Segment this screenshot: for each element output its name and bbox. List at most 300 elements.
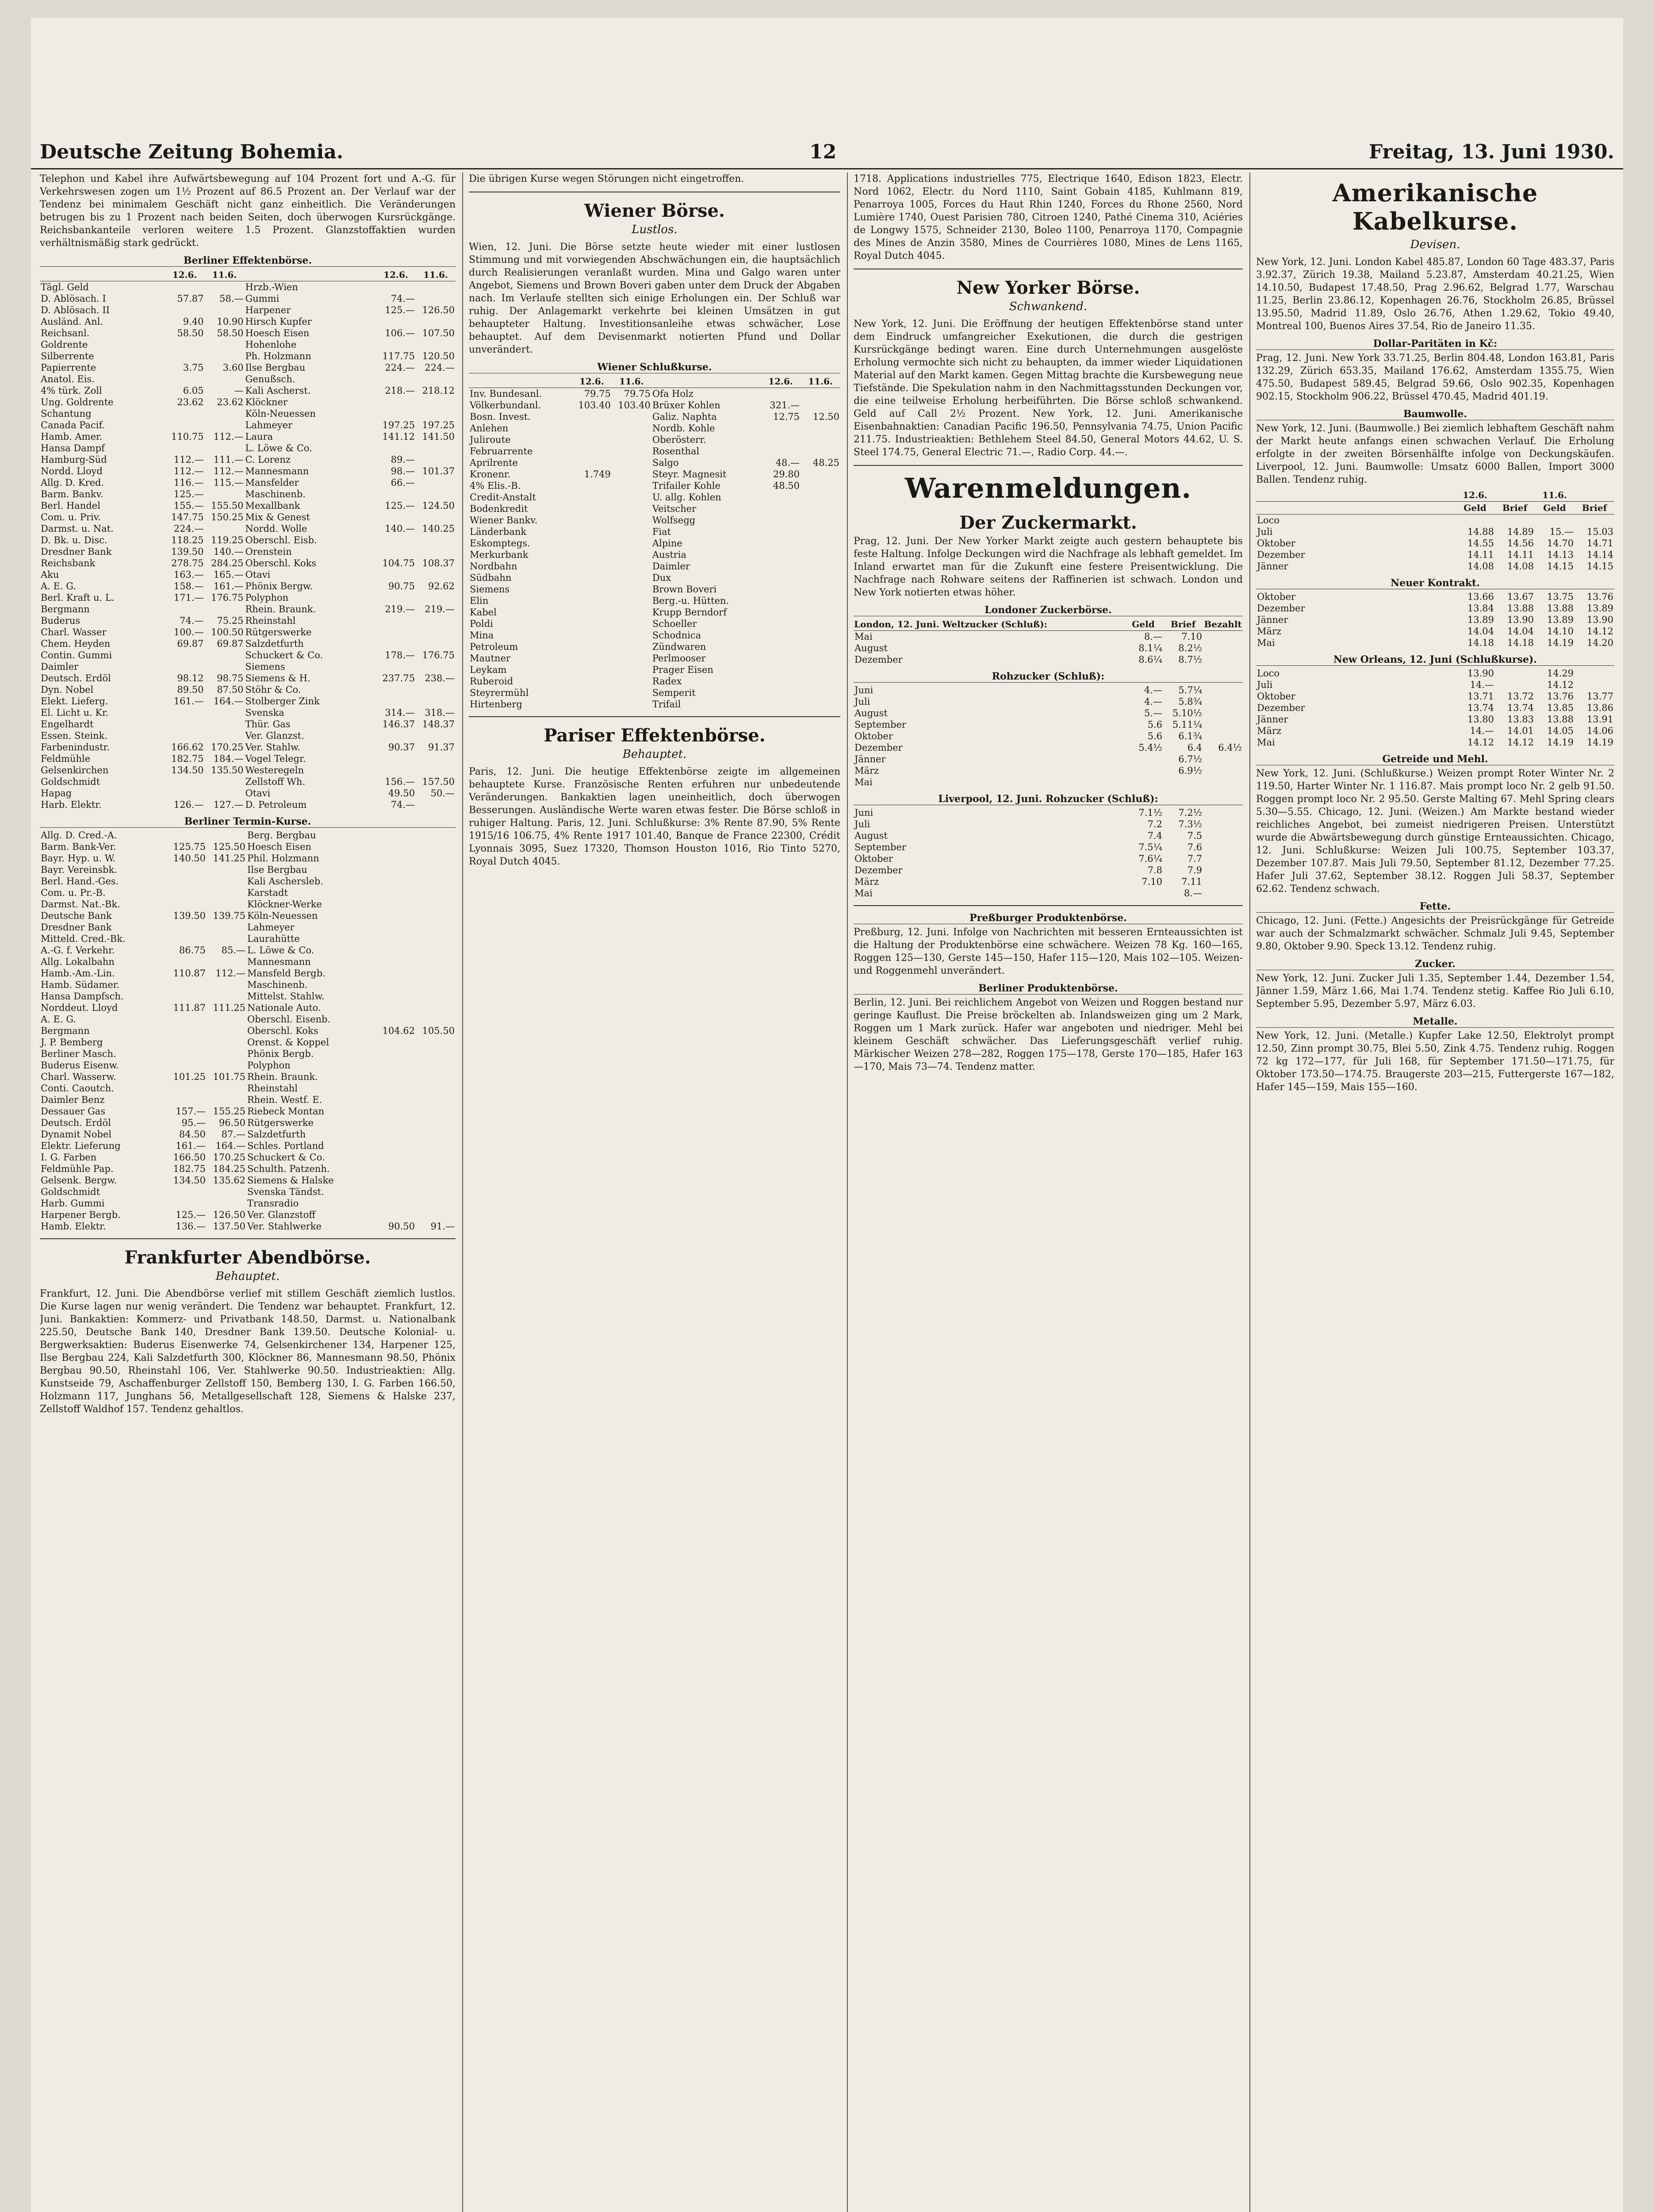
table-cell (207, 887, 246, 899)
ny-subtitle: Schwankend. (1009, 300, 1088, 313)
table-row (40, 979, 456, 991)
table-cell (572, 515, 612, 526)
table-cell: 103.40 (578, 400, 611, 411)
table-cell: Reichsbank (41, 558, 96, 568)
table-cell (801, 422, 840, 434)
table-cell: Engelhardt (41, 719, 94, 730)
pariser-subtitle: Behauptet. (622, 748, 687, 761)
table-cell: 184.25 (213, 1164, 245, 1174)
table-cell (376, 511, 416, 523)
table-cell: Nationale Auto. (247, 1002, 321, 1013)
table-cell: Vogel Telegr. (245, 753, 306, 764)
table-row (40, 442, 456, 454)
table-cell (376, 1071, 416, 1083)
table-cell: 14.04 (1507, 626, 1534, 637)
table-cell (1123, 887, 1163, 899)
table-row (40, 546, 456, 557)
table-cell: 7.10 (1181, 631, 1202, 642)
baumwolle-table (1256, 489, 1614, 572)
table-cell: 105.50 (422, 1025, 455, 1036)
table-cell (801, 480, 840, 492)
table-cell (416, 730, 456, 741)
table-cell: Berl. Hand.-Ges. (41, 876, 119, 887)
table-cell (801, 699, 840, 710)
table-cell: August (854, 643, 888, 653)
table-cell (165, 350, 205, 362)
table-cell: 13.89 (1586, 603, 1613, 614)
table-cell: Phönix Bergw. (245, 581, 313, 591)
table-cell: 74.— (180, 615, 204, 626)
table-cell: 12.75 (773, 411, 800, 422)
table-cell: Phönix Bergb. (247, 1048, 314, 1059)
table-cell: Berg.-u. Hütten. (652, 595, 729, 606)
table-cell: 134.50 (173, 1175, 206, 1186)
baumwolle-text: New York, 12. Juni. (Baumwolle.) Bei ziemlich lebhaftem Geschäft nahm der Markt heute anfangs einen schwachen Verlauf. Die Erholung erfolgte in der zweiten Börsenhälfte infolge von Deckungskäufen. Liverpool, 12. Juni. Baumwolle: Umsatz 6000 Ballen, Import 3000 Ballen. Tendenz ruhig. (1256, 423, 1614, 485)
liverpool-table (854, 807, 1243, 899)
table-cell: 14.56 (1507, 538, 1534, 549)
table-cell: 146.37 (382, 719, 415, 730)
table-cell: 157.— (176, 1106, 206, 1117)
table-row (40, 741, 456, 753)
table-cell: Otavi (245, 788, 271, 799)
table-cell: 139.50 (173, 910, 206, 921)
table-cell: 107.50 (422, 328, 455, 338)
table-cell (416, 764, 456, 776)
table-cell: März (854, 876, 879, 887)
table-row (1256, 603, 1614, 614)
table-cell (801, 572, 840, 584)
table-row (40, 887, 456, 899)
table-row (469, 457, 840, 469)
table-cell: 48.50 (773, 480, 800, 491)
table-cell (1203, 684, 1243, 696)
table-cell (376, 592, 416, 603)
table-cell: 140.— (385, 523, 415, 534)
table-cell: Hohenlohe (245, 339, 297, 350)
table-subheader-row: Geld Brief Geld Brief (1256, 502, 1614, 515)
table-cell (416, 1140, 456, 1152)
table-cell (416, 569, 456, 580)
table-cell: 110.87 (173, 968, 206, 979)
table-cell: 48.— (775, 457, 800, 468)
table-cell (376, 569, 416, 580)
table-cell: Westeregeln (245, 765, 304, 776)
table-cell: 13.80 (1467, 714, 1494, 725)
table-cell: Rhein. Braunk. (245, 604, 316, 614)
table-cell (205, 281, 245, 293)
table-row (854, 765, 1243, 776)
table-cell: 5.8¾ (1178, 696, 1202, 707)
table-cell (612, 549, 651, 561)
table-cell: Silberrente (41, 351, 94, 361)
table-cell (376, 1002, 416, 1014)
table-cell: 5.7¼ (1178, 685, 1202, 695)
table-cell: Merkurbank (470, 549, 529, 560)
table-cell: 4.— (1144, 696, 1162, 707)
table-cell: 219.— (425, 604, 455, 614)
table-cell (167, 876, 207, 887)
table-cell: Perlmooser (652, 653, 706, 664)
table-row (40, 864, 456, 876)
table-cell (801, 503, 840, 515)
table-cell: 69.87 (217, 638, 244, 649)
table-cell: Hansa Dampfsch. (41, 991, 124, 1002)
table-cell: März (854, 765, 879, 776)
table-cell: 13.90 (1586, 614, 1613, 625)
table-cell: 7.2½ (1178, 807, 1202, 818)
table-cell (416, 1060, 456, 1071)
table-cell: Hamb. Südamer. (41, 979, 120, 990)
table-cell: Deutsch. Erdöl (41, 1118, 111, 1128)
table-cell: 112.— (215, 968, 245, 979)
table-cell: Maschinenb. (245, 489, 306, 499)
table-cell (801, 595, 840, 607)
table-row (40, 672, 456, 684)
table-cell: Gelsenk. Bergw. (41, 1175, 117, 1186)
table-cell: 91.37 (428, 742, 455, 753)
table-cell (612, 515, 651, 526)
table-cell (207, 1083, 246, 1094)
table-cell: Völkerbundanl. (470, 400, 541, 411)
table-cell: Reichsanl. (41, 328, 90, 338)
table-cell: 14.11 (1467, 549, 1494, 560)
table-cell (416, 799, 456, 810)
table-cell: 7.3½ (1178, 819, 1202, 830)
table-cell (612, 434, 651, 445)
table-cell: Hamb.-Am.-Lin. (41, 968, 115, 979)
table-cell: 101.37 (422, 466, 455, 476)
table-cell (376, 1129, 416, 1140)
table-cell: Juni (854, 807, 873, 818)
table-cell: 14.88 (1467, 526, 1494, 537)
table-row (469, 630, 840, 641)
table-cell: Schantung (41, 408, 92, 419)
table-cell: Oberschl. Eisb. (245, 535, 317, 545)
table-cell: 3.75 (183, 362, 204, 373)
table-cell (572, 618, 612, 630)
table-cell: 135.50 (211, 765, 244, 776)
table-row (40, 707, 456, 718)
neuer-kontrakt-table (1256, 591, 1614, 649)
table-cell: 111.87 (173, 1002, 206, 1013)
table-cell: Prager Eisen (652, 664, 713, 675)
table-cell: 91.— (430, 1221, 455, 1232)
table-cell: Mix & Genest (245, 512, 310, 522)
table-cell: Anatol. Eis. (41, 374, 95, 384)
table-row (1256, 526, 1614, 538)
frankfurter-title: Frankfurter Abendbörse. (124, 1247, 371, 1268)
table-cell: Chem. Heyden (41, 638, 111, 649)
table-cell: 4.— (1144, 685, 1162, 695)
table-row (40, 488, 456, 500)
table-cell: Steyrermühl (470, 687, 529, 698)
table-cell: Harpener (245, 305, 291, 315)
column-4 (1256, 173, 1614, 2212)
table-cell: Harb. Elektr. (41, 799, 102, 810)
table-cell: D. Ablösach. II (41, 305, 110, 315)
table-cell: 170.25 (213, 1152, 245, 1163)
table-cell: Hamb. Amer. (41, 431, 103, 442)
table-cell: 176.75 (422, 650, 455, 661)
table-cell (612, 618, 651, 630)
berliner-effekten-table (40, 269, 456, 810)
table-cell: 8.7½ (1178, 654, 1202, 665)
table-cell: 120.50 (422, 351, 455, 361)
table-cell (572, 457, 612, 469)
table-cell: 14.12 (1507, 737, 1534, 748)
table-row (854, 776, 1243, 788)
table-cell (572, 538, 612, 549)
table-cell: Mexallbank (245, 500, 300, 511)
page-header (31, 137, 1623, 169)
table-cell (572, 422, 612, 434)
table-cell: 23.62 (177, 397, 204, 407)
table-cell: 103.40 (618, 400, 651, 411)
table-cell (167, 864, 207, 876)
table-row (469, 515, 840, 526)
table-row (40, 753, 456, 764)
table-cell: Canada Pacif. (41, 420, 105, 430)
newspaper-page (31, 18, 1623, 2212)
table-cell: Dezember (1257, 549, 1305, 560)
table-cell (801, 445, 840, 457)
table-cell: Schulth. Patzenh. (247, 1164, 330, 1174)
table-cell: Mittelst. Stahlw. (247, 991, 325, 1002)
table-cell: Ph. Holzmann (245, 351, 311, 361)
table-row (40, 304, 456, 316)
table-cell: 13.89 (1467, 614, 1494, 625)
table-cell: Harb. Gummi (41, 1198, 105, 1209)
table-row (469, 653, 840, 664)
table-cell: 58.50 (217, 328, 244, 338)
table-cell: 161.— (173, 696, 204, 707)
table-cell (416, 488, 456, 500)
table-row (40, 649, 456, 661)
table-row (854, 742, 1243, 753)
table-cell (167, 1025, 207, 1037)
table-row (1256, 614, 1614, 626)
table-cell (207, 1025, 246, 1037)
table-cell: Dezember (1257, 703, 1305, 713)
table-cell: 100.50 (211, 627, 244, 637)
table-cell: Hansa Dampf (41, 443, 105, 453)
table-cell (416, 511, 456, 523)
table-cell: 224.— (425, 362, 455, 373)
table-cell: Lahmeyer (245, 420, 293, 430)
table-cell (416, 945, 456, 956)
table-cell: Thür. Gas (245, 719, 291, 730)
table-cell (376, 281, 416, 293)
table-cell (376, 684, 416, 695)
table-row (40, 991, 456, 1002)
table-cell: 13.66 (1467, 591, 1494, 602)
table-row (1256, 626, 1614, 637)
table-row (40, 899, 456, 910)
table-cell: 170.25 (211, 742, 244, 753)
table-cell: Zündwaren (652, 641, 706, 652)
table-cell: 50.— (430, 788, 455, 799)
table-cell (1203, 864, 1243, 876)
table-cell: 124.50 (422, 500, 455, 511)
table-cell (416, 442, 456, 454)
table-cell: Nordb. Kohle (652, 423, 715, 434)
wiener-text: Wien, 12. Juni. Die Börse setzte heute wieder mit einer lustlosen Stimmung und mit vorwiegenden Abschwächungen ein, die hauptsächlich durch Realisierungen veranlaßt wurden. Mina und Galgo waren unter Angebot, Siemens und Brown Boveri gaben unter dem Druck der Abgaben nach. Im Verlaufe stellten sich einige Erholungen ein. Der Schluß war ruhig. Der Anlagemarkt verkehrte bei kleinen Umsätzen in gut behaupteter Haltung. Investitionsanleihe etwas schwächer, Lose behauptet. Auf dem Devisenmarkt notierten Pfund und Dollar unverändert. (469, 242, 840, 355)
table-cell: 278.75 (171, 558, 204, 568)
table-cell (207, 876, 246, 887)
table-cell: 95.— (181, 1118, 206, 1128)
table-cell: Dezember (854, 865, 903, 876)
table-cell: Bergmann (41, 1025, 90, 1036)
table-cell: 98.75 (217, 673, 244, 684)
table-cell: Inv. Bundesanl. (470, 388, 542, 399)
table-cell (416, 1186, 456, 1198)
table-row (469, 526, 840, 538)
table-cell: 141.12 (382, 431, 415, 442)
table-row (40, 316, 456, 327)
table-cell: 79.75 (624, 388, 651, 399)
table-cell: Schuckert & Co. (247, 1152, 325, 1163)
table-cell (1203, 830, 1243, 841)
table-row (854, 684, 1243, 696)
table-cell: Trifail (652, 699, 681, 710)
table-row (40, 933, 456, 945)
table-cell: Krupp Berndorf (652, 607, 727, 618)
table-cell: Bodenkredit (470, 503, 528, 514)
table-cell: 75.25 (217, 615, 244, 626)
table-cell: 14.12 (1547, 680, 1574, 690)
table-cell: 111.25 (213, 1002, 245, 1013)
table-cell: Dezember (1257, 603, 1305, 614)
table-cell: Laurahütte (247, 933, 300, 944)
frankfurter-subtitle: Behauptet. (215, 1270, 280, 1283)
getreide-text: New York, 12. Juni. (Schlußkurse.) Weizen prompt Roter Winter Nr. 2 119.50, Harter Winter Nr. 1 116.87. Mais prompt loco Nr. 2 gelb 91.50. Roggen prompt loco Nr. 2 95.50. Gerste Malting 67. Mehl Spring clears 5.30—5.55. Chicago, 12. Juni. (Weizen.) Am Markte bestand wieder reichliches Angebot, bei zumeist niedrigeren Preisen. Unterstützt wurde die Abwärtsbewegung durch günstige Ernteaussichten. Chicago, 12. Juni. Schlußkurse: Weizen Juli 100.75, September 103.37, Dezember 107.87. Mais Juli 79.50, September 81.12, Dezember 77.25. Hafer Juli 37.62, September 38.12. Roggen Juli 58.37, September 62.62. Tendenz schwach. (1256, 768, 1614, 895)
table-row (854, 719, 1243, 730)
table-cell (761, 538, 801, 549)
table-cell: 155.25 (213, 1106, 245, 1117)
table-row (854, 642, 1243, 654)
table-cell (416, 1014, 456, 1025)
table-row (469, 411, 840, 422)
table-cell (416, 546, 456, 557)
table-row (1256, 679, 1614, 691)
table-cell (416, 991, 456, 1002)
table-cell: 140.— (213, 546, 244, 557)
table-row (469, 480, 840, 492)
table-cell: Kali Aschersleb. (247, 876, 324, 887)
table-cell (376, 615, 416, 626)
table-cell (167, 933, 207, 945)
table-row (40, 477, 456, 488)
table-cell (376, 764, 416, 776)
table-cell: 140.25 (422, 523, 455, 534)
table-cell: Svenska (245, 707, 284, 718)
table-cell: Dux (652, 572, 671, 583)
termin-title: Berliner Termin-Kurse. (40, 816, 456, 828)
table-cell: 14.11 (1507, 549, 1534, 560)
table-cell (376, 933, 416, 945)
table-cell (572, 595, 612, 607)
table-cell (1123, 753, 1163, 765)
berlin-prod-title: Berliner Produktenbörse. (854, 983, 1243, 995)
table-cell (376, 945, 416, 956)
table-cell (761, 492, 801, 503)
table-cell: 6.1¾ (1178, 731, 1202, 741)
table-cell: Gelsenkirchen (41, 765, 109, 776)
table-cell: Svenska Tändst. (247, 1187, 324, 1197)
table-cell (416, 753, 456, 764)
table-cell (376, 922, 416, 933)
zucker-text: New York, 12. Juni. Zucker Juli 1.35, September 1.44, Dezember 1.54, Jänner 1.59, März 1.66, Mai 1.74. Tendenz stetig. Kaffee Rio Juli 6.10, September 5.95, Dezember 5.97, März 6.03. (1256, 973, 1614, 1010)
table-cell: 90.37 (388, 742, 415, 753)
table-cell: März (1257, 726, 1282, 736)
table-row (40, 1106, 456, 1117)
orleans-table (1256, 668, 1614, 748)
table-cell (167, 1048, 207, 1060)
table-cell: 14.15 (1586, 561, 1613, 572)
orleans-title: New Orleans, 12. Juni (Schlußkurse). (1256, 654, 1614, 666)
table-cell: Fiat (652, 526, 671, 537)
table-cell: 125.50 (213, 841, 245, 852)
table-cell: 165.— (213, 569, 244, 580)
table-cell: 6.05 (183, 385, 204, 396)
page-number: 12 (809, 141, 837, 163)
table-cell (416, 1117, 456, 1129)
table-row (40, 853, 456, 864)
table-cell: Radex (652, 676, 682, 687)
table-cell (572, 607, 612, 618)
table-cell (165, 649, 205, 661)
table-row (1256, 549, 1614, 561)
table-cell: Semperit (652, 687, 696, 698)
column-3 (854, 173, 1243, 2212)
table-cell: Berl. Kraft u. L. (41, 592, 115, 603)
table-row (40, 293, 456, 304)
table-cell: 14.15 (1547, 561, 1574, 572)
table-cell: 111.— (213, 454, 244, 465)
table-row (469, 572, 840, 584)
table-row (1256, 637, 1614, 649)
table-cell: 284.25 (211, 558, 244, 568)
table-row (40, 454, 456, 465)
table-row (469, 584, 840, 595)
table-row (40, 1175, 456, 1186)
table-cell: 57.87 (177, 293, 204, 304)
table-header-row: 12.6. 11.6. 12.6. 11.6. (40, 269, 456, 281)
table-cell: 125.75 (173, 841, 206, 852)
table-cell: 14.89 (1507, 526, 1534, 537)
table-row (40, 1071, 456, 1083)
table-cell: Allg. Lokalbahn (41, 956, 115, 967)
table-row (40, 569, 456, 580)
table-cell: Ruberoid (470, 676, 513, 687)
table-cell (612, 687, 651, 699)
table-cell: 7.2 (1147, 819, 1162, 830)
table-cell: Rosenthal (652, 446, 700, 457)
table-cell (801, 653, 840, 664)
table-cell: Südbahn (470, 572, 512, 583)
table-cell: Elekt. Lieferg. (41, 696, 108, 707)
table-cell (167, 899, 207, 910)
table-cell: A. E. G. (41, 1014, 76, 1025)
table-cell: 14.05 (1547, 726, 1574, 736)
table-cell (207, 864, 246, 876)
table-cell: Stolberger Zink (245, 696, 320, 707)
table-cell: 13.76 (1586, 591, 1613, 602)
table-cell (376, 1037, 416, 1048)
termin-table (40, 830, 456, 1232)
table-cell (761, 630, 801, 641)
table-cell (572, 503, 612, 515)
